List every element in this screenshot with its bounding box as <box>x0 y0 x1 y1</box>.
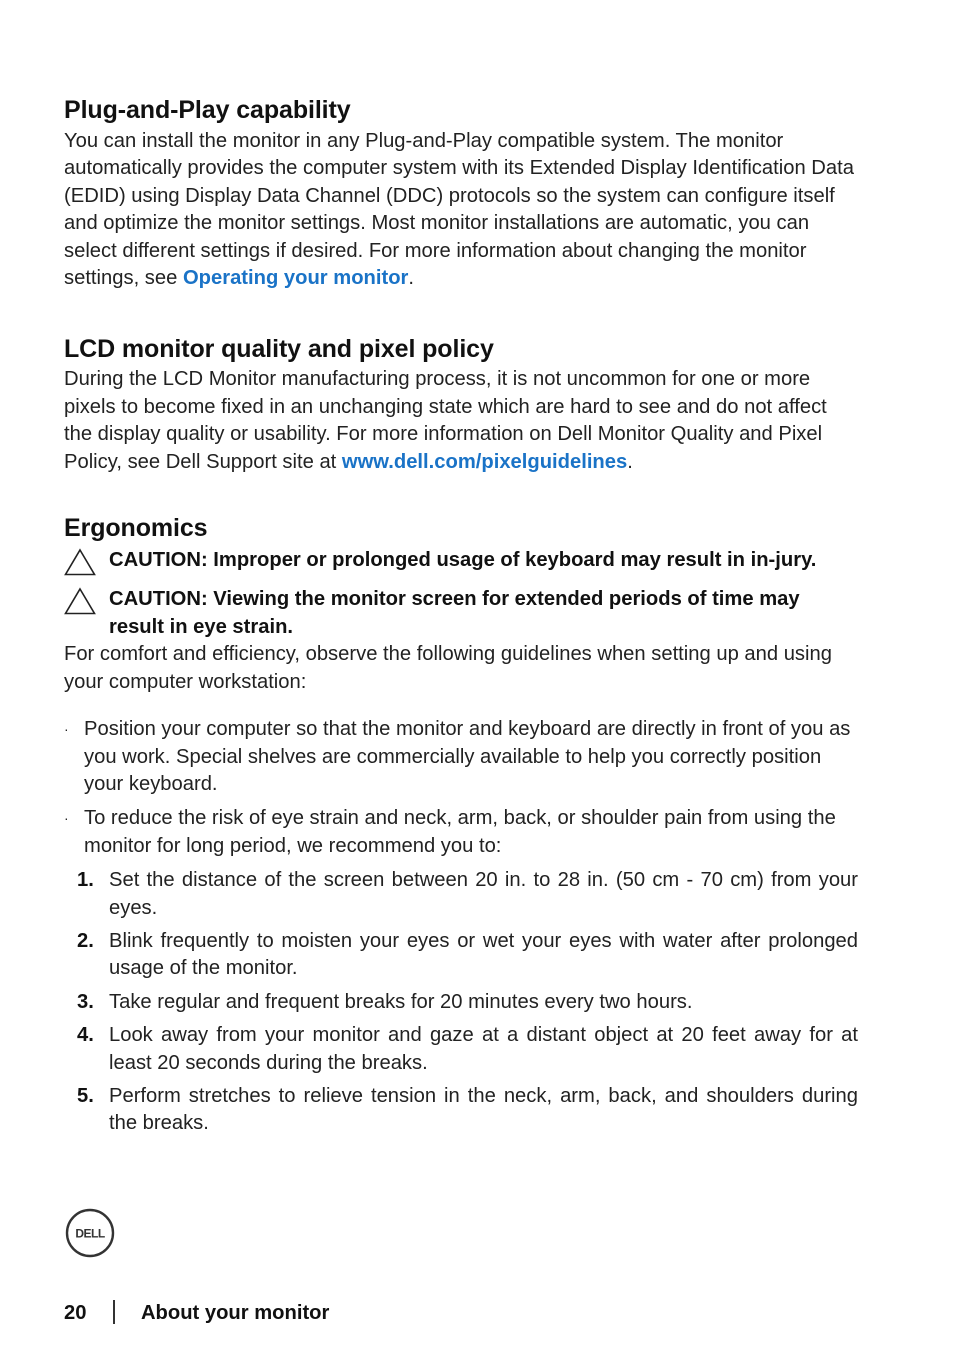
bullet-dot-icon: · <box>64 810 69 827</box>
step-number: 2. <box>77 929 94 952</box>
step-number: 1. <box>77 869 94 892</box>
list-item-text: Position your computer so that the monitor and keyboard are directly in front of you as you work. Special shelves are commercially available to help you correctly position your keyboard. <box>84 718 851 795</box>
pixel-guidelines-link[interactable]: www.dell.com/pixelguidelines <box>341 450 628 473</box>
pixel-policy-paragraph <box>64 366 858 476</box>
caution-triangle-icon <box>64 587 96 615</box>
step-number: 4. <box>77 1024 94 1047</box>
pixel-policy-section <box>64 333 858 476</box>
ergonomics-section <box>64 512 858 1138</box>
dell-logo-icon <box>65 1208 115 1258</box>
page-number: 20 <box>64 1302 87 1324</box>
plug-and-play-section <box>64 94 858 292</box>
pixel-policy-text: During the LCD Monitor manufacturing process, it is not uncommon for one or more pixels to become fixed in an unchanging state which are hard to see and do not affect the display quality or usability. For more information on Dell Monitor Quality and Pixel Policy, see Dell Support site at <box>64 368 827 473</box>
list-item <box>64 716 858 798</box>
caution-keyboard-text: CAUTION: Improper or prolonged usage of keyboard may result in in-jury. <box>109 549 817 572</box>
list-item <box>64 867 858 922</box>
list-item <box>64 928 858 983</box>
step-number: 5. <box>77 1084 94 1107</box>
list-item <box>64 805 858 860</box>
pixel-policy-period: . <box>627 450 633 473</box>
guideline-list <box>64 716 858 860</box>
list-item <box>64 1083 858 1138</box>
plug-and-play-period: . <box>408 267 414 290</box>
page-footer <box>64 1298 329 1328</box>
list-item-text: To reduce the risk of eye strain and neck, arm, back, or shoulder pain from using the monitor for long period, we recommend you to: <box>84 807 836 857</box>
list-item <box>64 989 858 1016</box>
caution-keyboard <box>64 547 858 574</box>
pixel-policy-heading: LCD monitor quality and pixel policy <box>64 335 494 364</box>
plug-and-play-heading: Plug-and-Play capability <box>64 96 351 124</box>
step-number: 3. <box>77 990 94 1013</box>
footer-divider <box>113 1300 115 1324</box>
dell-logo-text: DELL <box>75 1226 105 1241</box>
step-text: Perform stretches to relieve tension in the neck, arm, back, and shoulders during the breaks. <box>109 1084 858 1135</box>
content-area <box>64 94 858 1144</box>
caution-triangle-icon <box>64 548 96 576</box>
step-text: Take regular and frequent breaks for 20 minutes every two hours. <box>109 990 693 1013</box>
step-text: Set the distance of the screen between 20 in. to 28 in. (50 cm - 70 cm) from your eyes. <box>109 869 858 919</box>
plug-and-play-text: You can install the monitor in any Plug-and-Play compatible system. The monitor automatically provides the computer system with its Extended Display Identification Data (EDID) using Display Data Channel (DDC) protocols so the system can configure itself and optimize the monitor settings. Most monitor installations are automatic, you can select different settings if desired. For more information about changing the monitor settings, see <box>64 130 854 290</box>
ergonomics-heading: Ergonomics <box>64 514 208 543</box>
step-text: Look away from your monitor and gaze at a distant object at 20 feet away for at least 20 seconds during the breaks. <box>109 1024 858 1074</box>
plug-and-play-paragraph <box>64 128 858 292</box>
ergonomics-intro: For comfort and efficiency, observe the following guidelines when setting up and using your computer workstation: <box>64 643 832 693</box>
recommendation-steps <box>64 867 858 1138</box>
caution-eye-strain <box>64 586 858 641</box>
step-text: Blink frequently to moisten your eyes or wet your eyes with water after prolonged usage of the monitor. <box>109 929 858 980</box>
footer-section-name: About your monitor <box>140 1302 330 1324</box>
list-item <box>64 1022 858 1077</box>
bullet-dot-icon: · <box>64 721 69 738</box>
caution-eye-strain-text: CAUTION: Viewing the monitor screen for extended periods of time may result in eye strain. <box>109 588 800 638</box>
operating-monitor-link[interactable]: Operating your monitor <box>182 267 409 290</box>
